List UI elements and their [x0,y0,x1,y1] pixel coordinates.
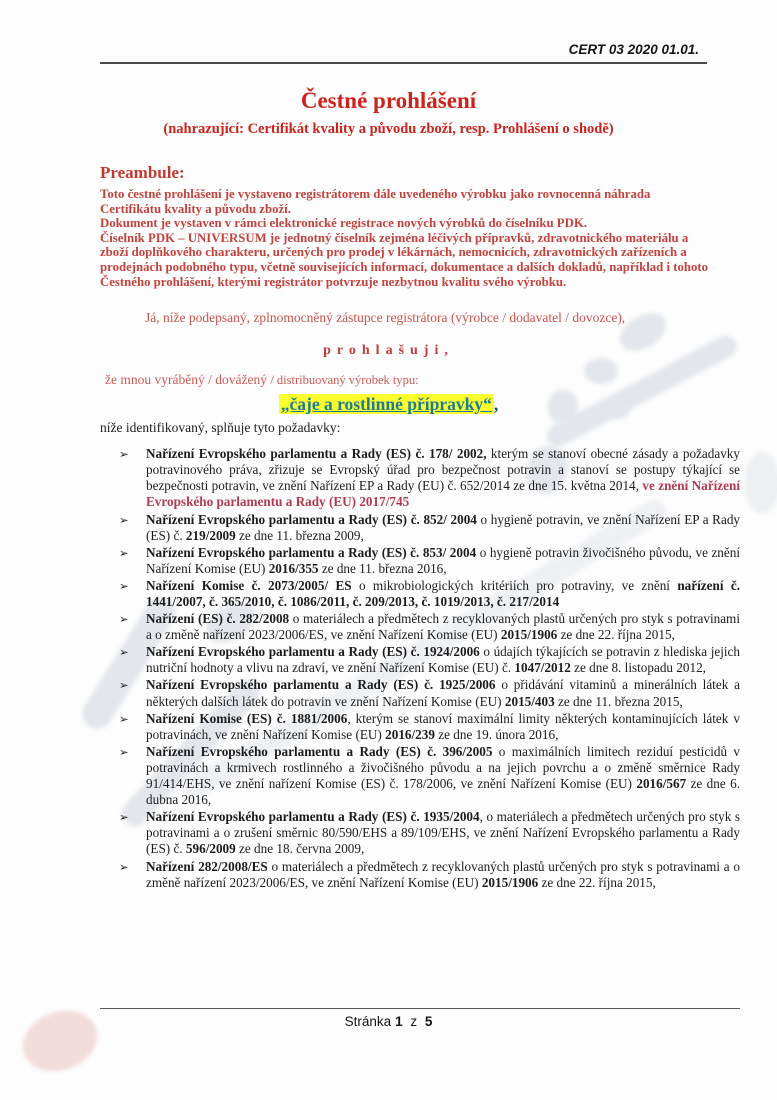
requirement-text: o přidávání vitaminů a minerálních látek a některých dalších látek do potravin ve znění Nařízení Komise (EU) [146,677,740,709]
declaration-intro: Já, níže podepsaný, zplnomocněný zástupce registrátora (výrobce / dodavatel / dovozce), [145,310,626,326]
requirement-text: Nařízení Evropského parlamentu a Rady (ES) č. 852/ 2004 [146,511,477,527]
requirement-text: Nařízení Evropského parlamentu a Rady (ES) č. 1935/2004 [146,809,480,825]
requirement-text: 2016/355 [268,560,319,576]
requirement-text: ze dne 6. dubna 2016, [146,776,741,808]
requirement-text: ze dne 18. června 2009, [235,841,365,857]
list-arrow-icon: ➢ [119,580,129,593]
watermark-blob [14,1001,105,1081]
footer-page-number: 1 [395,1014,403,1029]
list-arrow-icon: ➢ [119,514,129,527]
requirement-text: 1047/2012 [514,660,571,676]
requirement-text: nařízení č. 1441/2007, č. 365/2010, č. 1086/2011, č. 209/2013, č. 1019/2013, č. 217/2014 [146,577,740,609]
requirement-text: ze dne 19. února 2016, [434,726,559,742]
requirement-text: ze dne 8. listopadu 2012, [570,660,706,676]
footer-of-label: z [410,1014,418,1029]
footer-page-total: 5 [424,1014,433,1029]
preamble-paragraph: Číselník PDK – UNIVERSUM je jednotný číselník zejména léčivých přípravků, zdravotnického materiálu a zboží doplňkového charakteru, určených pro prodej v lékárnách, nemocnicích, zdravotnických zařízeních a prodejnách podobného typu, včetně souvisejících informací, dokumentace a dalších dokladů, například i tohoto Čestného prohlášení, kterými registrátor potvrzuje nezbytnou kvalitu svého výrobku. [100,230,709,289]
requirement-text: 2015/1906 [500,627,558,643]
requirement-text: Nařízení Evropského parlamentu a Rady (ES) č. 853/ 2004 [146,544,477,560]
requirement-item [100,644,740,676]
requirement-text: Nařízení Evropského parlamentu a Rady (ES) č. 1924/2006 [146,644,480,660]
requirement-text: ze dne 11. března 2009, [235,527,364,543]
product-line [105,372,777,388]
requirement-text: 2015/1906 [481,874,539,890]
requirement-item [100,545,740,577]
product-type-comma: , [493,394,499,415]
requirements-intro: níže identifikovaný, splňuje tyto požadavky: [100,420,341,436]
requirement-text: Nařízení Komise (ES) č. 1881/2006 [146,710,348,726]
list-arrow-icon: ➢ [119,746,129,759]
footer-rule [100,1008,740,1009]
header-rule [100,62,707,64]
list-arrow-icon: ➢ [119,614,129,627]
declaration-verb: prohlašuji, [323,343,454,359]
requirement-text: ze dne 11. března 2015, [554,693,683,709]
requirement-text: o hygieně potravin, ve znění Nařízení EP a Rady (ES) č. [146,511,741,543]
requirement-text: , kterým se stanoví maximální limity některých kontaminujících látek v potravinách, ve znění Nařízení Komise (EU) [146,710,740,742]
requirement-text: ze dne 22. října 2015, [557,627,675,643]
requirement-text: 219/2009 [185,527,236,543]
requirement-item [100,578,740,610]
list-arrow-icon: ➢ [119,547,129,560]
page-footer [0,1014,777,1029]
requirement-text: Nařízení Evropského parlamentu a Rady (ES) č. 178/ 2002, [146,446,487,462]
requirement-text: 2016/567 [636,776,687,792]
product-line-text: / distribuovaný výrobek typu: [270,373,419,388]
requirement-text: 2016/239 [385,726,435,742]
requirement-text: ze dne 11. března 2016, [318,560,447,576]
requirement-text: Nařízení Evropského parlamentu a Rady (ES) č. 396/2005 [146,743,493,759]
preamble-paragraph: Dokument je vystaven v rámci elektronické registrace nových výrobků do číselníku PDK. [100,216,587,231]
requirement-text: o mikrobiologických kritériích pro potraviny, ve znění [351,577,678,593]
requirement-text: o údajích týkajících se potravin z hlediska jejich nutriční hodnoty a vlivu na zdraví, ve znění Nařízení Komise (EU) č. [146,644,741,676]
list-arrow-icon: ➢ [119,861,129,874]
list-arrow-icon: ➢ [119,812,129,825]
product-type-highlight: „čaje a rostlinné přípravky“ [280,394,492,415]
requirement-text: Nařízení (ES) č. 282/2008 [146,611,290,627]
list-arrow-icon: ➢ [119,449,129,462]
requirement-text: o maximálních limitech reziduí pesticidů v potravinách a krmivech rostlinného a živočišného původu a na jejich povrchu a o změně směrnice Rady 91/414/EHS, ve znění nařízení Komise (ES) č. 178/2006, ve znění Nařízení Komise (EU) [146,743,740,792]
footer-page-label: Stránka [344,1014,392,1029]
list-arrow-icon: ➢ [119,647,129,660]
requirement-text: o materiálech a předmětech z recyklovaných plastů určených pro styk s potravinami a o změně nařízení 2023/2006/ES, ve znění Nařízení Komise (EU) [146,858,740,890]
requirement-item [100,512,740,544]
requirement-text: Nařízení 282/2008/ES [146,858,268,874]
product-line-text: že mnou vyráběný / dovážený [105,372,271,388]
requirement-text: 2015/403 [504,693,555,709]
requirement-text: ze dne 22. října 2015, [538,874,656,890]
preamble-paragraph: Toto čestné prohlášení je vystaveno registrátorem dále uvedeného výrobku jako rovnocenná náhrada Certifikátu kvality a původu zboží. [100,187,651,216]
requirements-list [100,446,740,891]
requirement-item [100,809,740,857]
product-type-line [0,393,777,416]
page-subtitle: (nahrazující: Certifikát kvality a původu zboží, resp. Prohlášení o shodě) [163,121,614,137]
requirement-text: ve znění Nařízení Evropského parlamentu a Rady (EU) 2017/745 [146,478,740,510]
list-arrow-icon: ➢ [119,680,129,693]
requirement-item [100,677,740,709]
requirement-text: o hygieně potravin živočišného původu, ve znění Nařízení Komise (EU) [146,544,741,576]
requirement-text: Nařízení Komise č. 2073/2005/ ES [146,577,352,593]
requirement-text: , o materiálech a předmětech určených pro styk s potravinami a o zrušení směrnic 80/590/EHS a 89/109/EHS, ve znění Nařízení Evropského parlamentu a Rady (ES) č. [146,809,740,857]
requirement-text: 596/2009 [185,841,236,857]
page-title: Čestné prohlášení [300,88,477,113]
requirement-item [100,711,740,743]
requirement-item [100,446,740,510]
requirement-item [100,859,740,891]
list-arrow-icon: ➢ [119,713,129,726]
requirement-item [100,611,740,643]
requirement-item [100,744,740,808]
requirement-text: o materiálech a předmětech z recyklovaných plastů určených pro styk s potravinami a o změně nařízení 2023/2006/ES, ve znění Nařízení Komise (EU) [146,611,740,643]
doc-code: CERT 03 2020 01.01. [568,42,699,57]
preamble-heading: Preambule: [100,163,185,182]
requirement-text: Nařízení Evropského parlamentu a Rady (ES) č. 1925/2006 [146,677,496,693]
requirement-text: kterým se stanoví obecné zásady a požadavky potravinového práva, zřizuje se Evropský úřad pro bezpečnost potravin a stanoví se postupy týkající se bezpečnosti potravin, ve znění Nařízení EP a Rady (EU) č. 652/2014 ze dne 15. května 2014, [146,446,740,494]
